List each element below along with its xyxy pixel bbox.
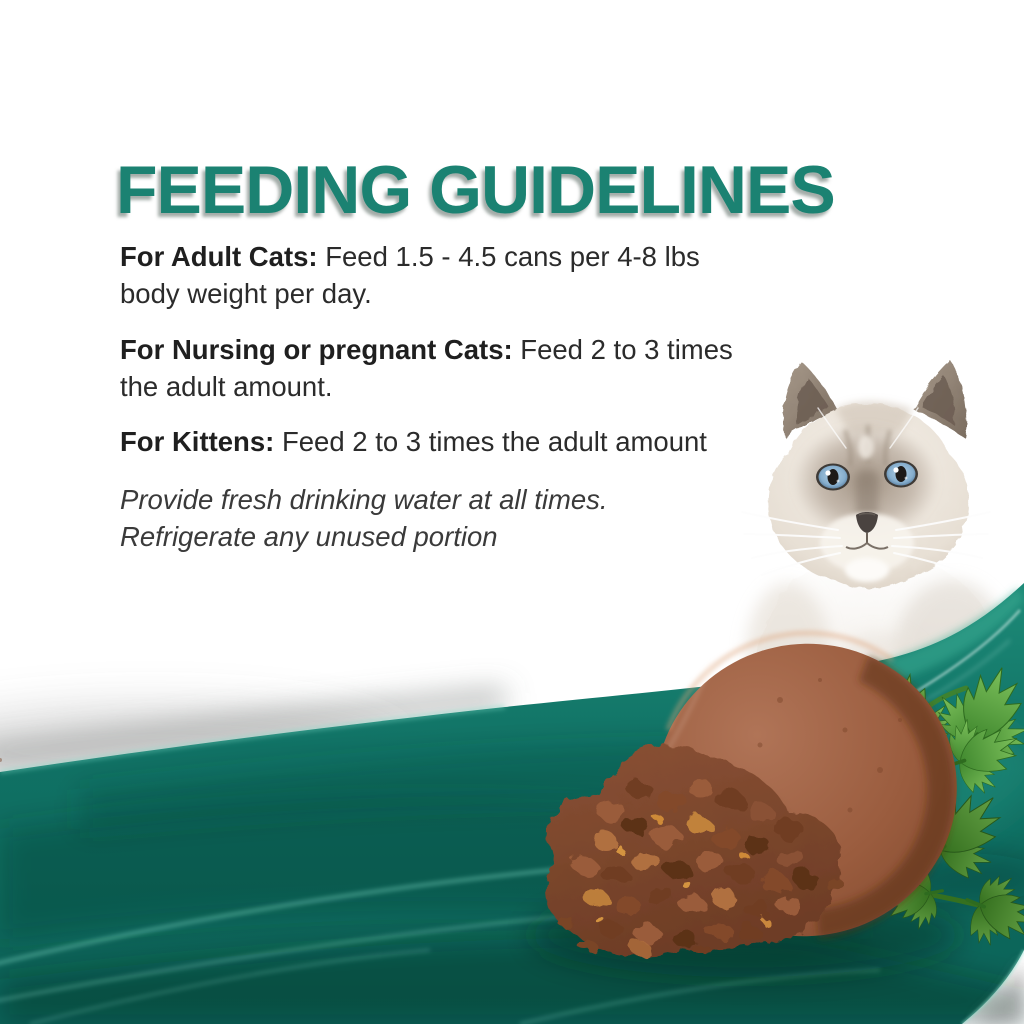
guideline-adult-cats-line1: Feed 1.5 - 4.5 cans per 4-8 lbs <box>325 240 700 272</box>
page-title: FEEDING GUIDELINES <box>116 151 835 228</box>
guideline-nursing-cats-label: For Nursing or pregnant Cats: <box>120 333 513 365</box>
guideline-nursing-cats <box>120 331 800 405</box>
guideline-nursing-cats-line1: Feed 2 to 3 times <box>520 333 733 365</box>
guideline-kittens-line1: Feed 2 to 3 times the adult amount <box>281 425 707 457</box>
guideline-adult-cats-label: For Adult Cats: <box>120 240 318 272</box>
care-note-line2: Refrigerate any unused portion <box>120 520 498 552</box>
care-note-line1: Provide fresh drinking water at all times. <box>120 483 608 515</box>
guideline-kittens-label: For Kittens: <box>120 425 275 457</box>
guideline-adult-cats <box>120 238 800 312</box>
guideline-kittens <box>120 423 800 460</box>
guideline-nursing-cats-line2: the adult amount. <box>120 370 333 402</box>
guideline-adult-cats-line2: body weight per day. <box>120 277 372 309</box>
care-note <box>120 481 800 555</box>
